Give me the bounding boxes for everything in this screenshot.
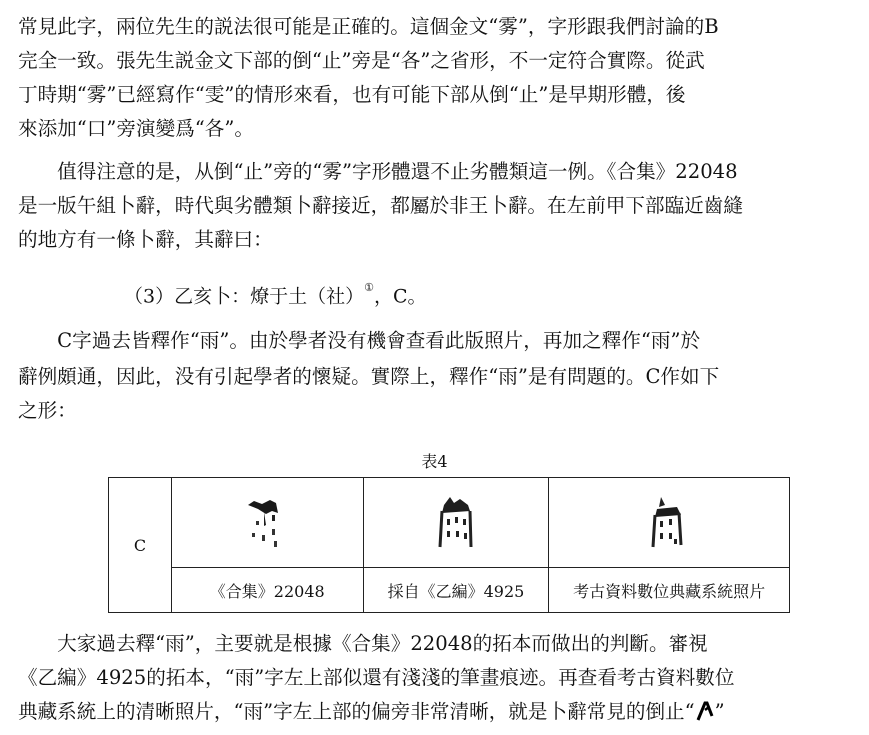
inverted-zhi-glyph-icon xyxy=(695,700,715,731)
text-line: 完全一致。張先生説金文下部的倒“止”旁是“各”之省形，不一定符合實際。從武 xyxy=(18,49,705,72)
text-line: 《乙編》4925的拓本，“雨”字左上部似還有淺淺的筆畫痕迹。再查看考古資料數位 xyxy=(18,666,735,689)
glyph-comparison-table xyxy=(108,477,790,613)
text-line: 丁時期“雾”已經寫作“雯”的情形來看，也有可能下部从倒“止”是早期形體，後 xyxy=(18,83,686,106)
glyph-image-cell xyxy=(549,478,790,568)
footnote-marker[interactable]: ① xyxy=(364,281,374,294)
row-label: C xyxy=(109,478,172,613)
example-text: （3）乙亥卜：燎于土（社） xyxy=(124,285,365,308)
table-row xyxy=(109,568,790,613)
text-line: 之形： xyxy=(18,399,77,422)
text-line xyxy=(18,697,854,727)
image-caption: 考古資料數位典藏系統照片 xyxy=(549,568,790,613)
glyph-image-cell xyxy=(171,478,363,568)
text-line: 大家過去釋“雨”，主要就是根據《合集》22048的拓本而做出的判斷。審視 xyxy=(18,632,708,655)
heji-22048-rubbing-image xyxy=(172,495,363,551)
example-tail: ，C。 xyxy=(373,285,427,308)
example-inscription xyxy=(124,277,427,311)
image-caption: 《合集》22048 xyxy=(171,568,363,613)
table-caption: 表4 xyxy=(421,452,448,471)
text-span: 典藏系統上的清晰照片，“雨”字左上部的偏旁非常清晰，就是卜辭常見的倒止“ xyxy=(18,700,695,723)
text-line: 常見此字，兩位先生的説法很可能是正確的。這個金文“雾”，字形跟我們討論的B xyxy=(18,15,719,38)
text-line: C字過去皆釋作“雨”。由於學者没有機會查看此版照片，再加之釋作“雨”於 xyxy=(18,329,701,352)
text-line: 值得注意的是，从倒“止”旁的“雾”字形體還不止劣體類這一例。《合集》22048 xyxy=(18,160,738,183)
image-caption: 採自《乙編》4925 xyxy=(363,568,549,613)
glyph-image-cell xyxy=(363,478,549,568)
text-line: 是一版午組卜辭，時代與劣體類卜辭接近，都屬於非王卜辭。在左前甲下部臨近齒縫 xyxy=(18,194,743,217)
table-row xyxy=(109,478,790,568)
text-line: 辭例頗通，因此，没有引起學者的懷疑。實際上，釋作“雨”是有問題的。C作如下 xyxy=(18,365,720,388)
yibian-4925-rubbing-image xyxy=(364,493,549,553)
digital-archive-photo-image xyxy=(549,493,789,553)
text-line: 來添加“口”旁演變爲“各”。 xyxy=(18,117,255,140)
text-line: 的地方有一條卜辭，其辭曰： xyxy=(18,228,273,251)
text-span: ” xyxy=(714,700,725,723)
